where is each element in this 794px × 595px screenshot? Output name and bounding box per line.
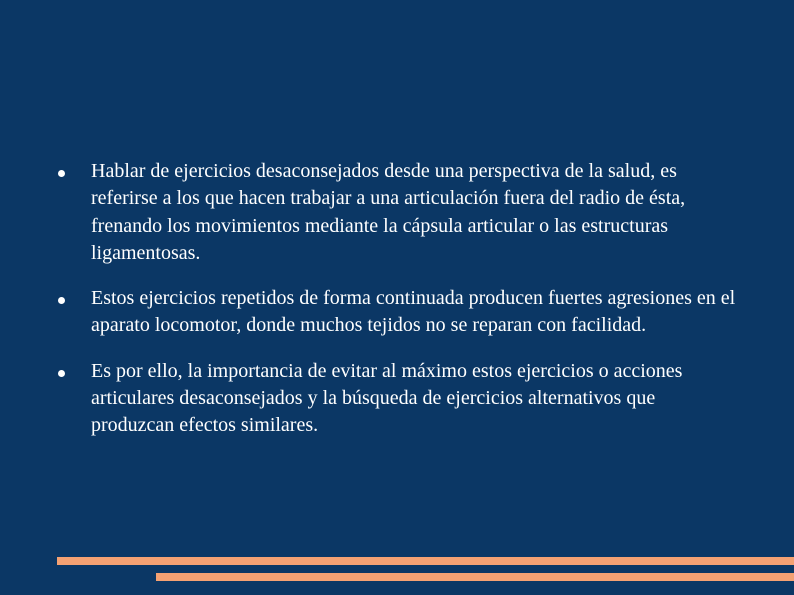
accent-bar-bottom [156,573,794,581]
bullet-text: Es por ello, la importancia de evitar al máximo estos ejercicios o acciones articulares desaconsejados y la búsqueda de ejercicios alternativos que produzcan efectos similares. [91,359,683,437]
bullet-dot-icon [58,297,65,304]
bullet-dot-icon [58,170,65,177]
bullet-item [58,285,738,340]
bullet-item [58,358,738,440]
accent-bar-top [57,557,794,565]
bullet-list [58,158,738,458]
bullet-dot-icon [58,370,65,377]
bullet-text: Estos ejercicios repetidos de forma continuada producen fuertes agresiones en el aparato locomotor, donde muchos tejidos no se reparan con facilidad. [91,287,736,337]
bullet-item [58,158,738,267]
bullet-text: Hablar de ejercicios desaconsejados desde una perspectiva de la salud, es referirse a los que hacen trabajar a una articulación fuera del radio de ésta, frenando los movimientos mediante la cápsula articular o las estructuras ligamentosas. [91,160,686,264]
